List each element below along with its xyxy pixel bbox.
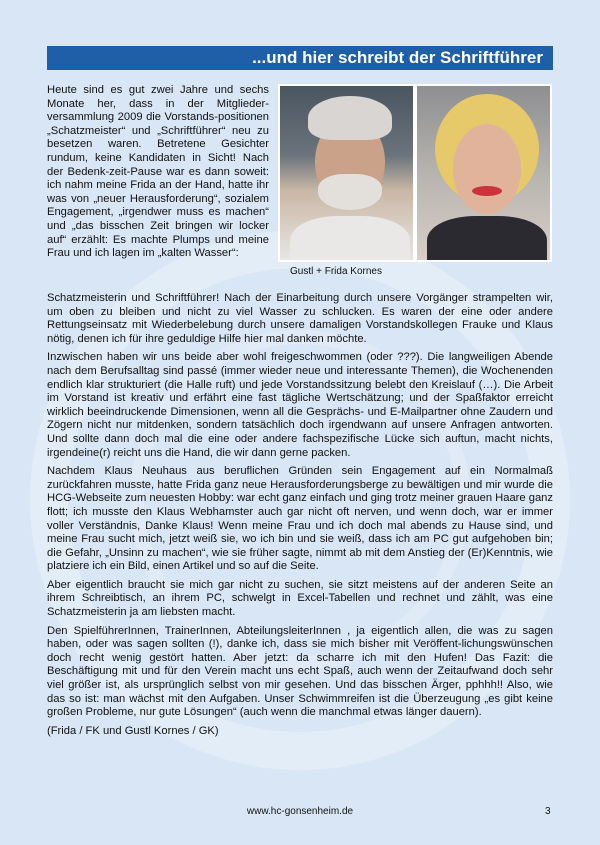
photo-pair xyxy=(278,84,552,262)
paragraph: Den SpielführerInnen, TrainerInnen, AbteilungsleiterInnen , ja eigentlich allen, die was zu sagen haben, oder was sagen sollten (!), danke ich, dass sie mich bisher mit Veröffent-lichungswünschen doch recht wenig gestört hatten. Aber jetzt: da scharre ich mit den Hufen! Das Fazit: die Beschäftigung mit und für den Verein macht uns echt Spaß, auch wenn der Zeitaufwand doch sehr viel größer ist, als ursprünglich selbst von mir gesehen. Und das bisschen Ärger, pphhh!! Also, wie das so ist: man wächst mit den Aufgaben. Unser Schwimmreifen ist die Überzeugung „es gibt keine großen Probleme, nur gute Lösungen“ (auch wenn die manchmal etwas länger dauern). xyxy=(47,624,553,719)
signature: (Frida / FK und Gustl Kornes / GK) xyxy=(47,724,219,737)
photo-caption: Gustl + Frida Kornes xyxy=(290,266,382,277)
paragraph: Nachdem Klaus Neuhaus aus beruflichen Gründen sein Engagement auf ein Normalmaß zurückfahren musste, hatte Frida ganz neue Herausforderungsberge zu bewältigen und mir wurde die HCG-Webseite zum neuesten Hobby: war echt ganz einfach und ging trotz meiner grauen Haare ganz flott; ich musste den Klaus Webhamster auch gar nicht oft nerven, und wenn doch, war er immer voller Verständnis, Danke Klaus! Wenn meine Frau und ich doch mal abends zu Hause sind, und meine Frau sucht mich, jetzt weiß sie, wo ich bin und sie weiß, dass ich am PC gut aufgehoben bin; die Gefahr, „Unsinn zu machen“, wie sie früher sagte, nimmt ab mit dem Anstieg der (Er)Kenntnis, wie platziere ich ein Bild, einen Artikel und so auf die Seite. xyxy=(47,465,553,573)
photo-frida xyxy=(417,86,550,260)
paragraph: Aber eigentlich braucht sie mich gar nicht zu suchen, sie sitzt meistens auf der anderen Seite an ihrem Schreibtisch, an ihrem PC, schwelgt in Excel-Tabellen und rechnet und zählt, was eine Schatzmeisterin ja am liebsten macht. xyxy=(47,578,553,619)
article-body xyxy=(47,292,553,743)
intro-paragraph: Heute sind es gut zwei Jahre und sechs Monate her, dass in der Mitglieder-versammlung 2009 die Vorstands-positionen „Schatzmeister“ und „Schriftführer“ neu zu besetzen waren. Betretene Gesichter rundum, keine Kandidaten in Sicht! Nach der Bedenk-zeit-Pause war es dann soweit: ich nahm meine Frida an der Hand, hatte ihr was von „neuer Herausforderung“, sozialem Engagement, „irgendwer muss es machen“ und „das bisschen Zeit bringen wir locker auf“ erzählt: Es machte Plumps und meine Frau und ich lagen im „kalten Wasser“: xyxy=(47,84,269,260)
photo-gustl xyxy=(280,86,413,260)
section-header: ...und hier schreibt der Schriftführer xyxy=(47,46,553,70)
paragraph: Schatzmeisterin und Schriftführer! Nach der Einarbeitung durch unsere Vorgänger strampelten wir, um oben zu bleiben und nicht zu viel Wasser zu schlucken. Es waren der eine oder andere Rettungseinsatz mit Wiederbelebung durch unsere damaligen Vorstandskollegen Frauke und Klaus nötig, denen ich für ihre geduldige Hilfe hier mal danken möchte. xyxy=(47,292,553,345)
page-number: 3 xyxy=(545,806,551,817)
footer-url[interactable]: www.hc-gonsenheim.de xyxy=(246,806,354,817)
paragraph: Inzwischen haben wir uns beide aber wohl freigeschwommen (oder ???). Die langweiligen Abende nach dem Berufsalltag sind passé (immer wieder neue und interessante Themen), die Wochenenden endlich klar strukturiert (die Halle ruft) und jede Vorstandssitzung belebt den Kreislauf (…). Die Arbeit im Vorstand ist kreativ und erfährt eine fast tägliche Wertschätzung; und der Spaßfaktor erreicht wirklich beeindruckende Dimensionen, wenn all die Gesprächs- und E-Mailpartner ohne Zaudern und Zögern nicht nur mitdenken, sondern tatsächlich doch irgendwann auf unsere Anfragen antworten. Und sollte dann doch mal die eine oder andere fachspezifische Lücke sich auftun, macht nichts, irgendeine(r) reicht uns die Hand, die wir dann gerne packen. xyxy=(47,351,553,459)
